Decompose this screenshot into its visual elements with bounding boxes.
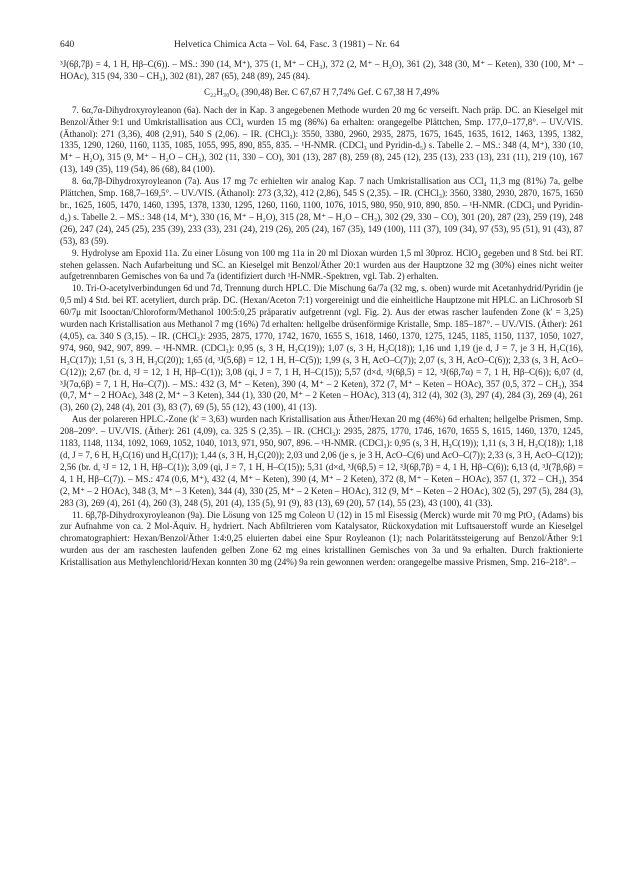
running-head: Helvetica Chimica Acta – Vol. 64, Fasc. 3 (1981) – Nr. 64 xyxy=(174,40,400,50)
section-11-paragraph: 11. 6β,7β-Dihydroxyroyleanon (9a). Die Lösung von 125 mg Coleon U (12) in 15 ml Eisessig (Merck) wurde mit 70 mg PtO₂ (Adams) bis zur Aufnahme von ca. 2 Mol-Äquiv. H₂ hydriert. Nach Abfiltrieren vom Katalysator, Rückoxydation mit Luftsauerstoff wurde an Kieselgel chromatographiert: Hexan/Benzol/Äther 1:4:0,25 eluierten dabei eine Spur Royleanon (1); nach Polaritätssteigerung auf Benzol/Äther 9:1 wurden aus der am raschesten laufenden gelben Zone 62 mg eines kristallinen Gemisches von 3a und 9a erhalten. Durch fraktionierte Kristallisation aus Methylenchlorid/Hexan konnten 30 mg (24%) 9a rein gewonnen werden: orangegelbe massive Prismen, Smp. 216–218°. – xyxy=(60,509,583,568)
page-header xyxy=(60,38,580,52)
section-10-paragraph: 10. Tri-O-acetylverbindungen 6d und 7d, Trennung durch HPLC. Die Mischung 6a/7a (32 mg, s. oben) wurde mit Acetanhydrid/Pyridin (je 0,5 ml) 4 Std. bei RT. acetyliert, durch präp. DC. (Hexan/Aceton 7:1) vorgereinigt und die einheitliche Hauptzone mit HPLC. an LiChrosorb SI 60/7μ mit Isooctan/Chloroform/Methanol 100:5:0,25 präparativ aufgetrennt (vgl. Fig. 2). Aus der etwas rascher laufenden Zone (k' = 3,25) wurden nach Kristallisation aus Methanol 7 mg (16%) 7d erhalten: hellgelbe drüsenförmige Kristalle, Smp. 185–187°. – UV./VIS. (Äther): 261 (4,05), ca. 340 S (3,15). – IR. (CHCl₃): 2935, 2875, 1770, 1742, 1670, 1655 S, 1618, 1460, 1370, 1275, 1245, 1185, 1150, 1137, 1050, 1027, 974, 960, 942, 907, 899. – ¹H-NMR. (CDCl₃): 0,95 (s, 3 H, H₃C(19)); 1,07 (s, 3 H, H₃C(18)); 1,16 und 1,19 (je d, J = 7, je 3 H, H₃C(16), H₃C(17)); 1,51 (s, 3 H, H₃C(20)); 1,65 (d, ³J(5,6β) = 12, 1 H, H–C(5)); 1,99 (s, 3 H, AcO–C(7)); 2,07 (s, 3 H, AcO–C(6)); 2,33 (s, 3 H, AcO–C(12)); 2,67 (br. d, ²J = 12, 1 H, Hβ–C(1)); 3,08 (qi, J = 7, 1 H, H–C(15)); 5,57 (d×d, ³J(6β,5) = 12, ³J(6β,7α) = 7, 1 H, Hβ–C(6)); 6,07 (d, ³J(7α,6β) = 7, 1 H, Hα–C(7)). – MS.: 432 (3, M⁺ – Keten), 390 (4, M⁺ – 2 Keten), 372 (7, M⁺ – Keten – HOAc), 357 (0,5, 372 – CH₃), 354 (0,7, M⁺ – 2 HOAc), 348 (2, M⁺ – 3 Keten), 344 (1), 330 (20, M⁺ – 2 Keten – HOAc), 313 (4), 312 (4), 302 (3), 297 (4), 284 (3), 269 (4), 261 (3), 260 (2), 248 (4), 201 (3), 83 (7), 69 (5), 55 (12), 43 (100), 41 (13). xyxy=(60,283,583,413)
section-9-paragraph: 9. Hydrolyse am Epoxid 11a. Zu einer Lösung von 100 mg 11a in 20 ml Dioxan wurden 1,5 ml 30proz. HClO₄ gegeben und 8 Std. bei RT. stehen gelassen. Nach Aufarbeitung und SC. an Kieselgel mit Benzol/Äther 20:1 wurden aus der Hauptzone 32 mg (30%) eines nicht weiter aufgetrennbaren Gemisches von 6a und 7a (identifiziert durch ¹H-NMR.-Spektren, vgl. Tab. 2) erhalten. xyxy=(60,247,583,282)
elemental-analysis: C₂₂H₃₀O₆ (390,48) Ber. C 67,67 H 7,74% Gef. C 67,38 H 7,49% xyxy=(203,86,440,97)
section-7-paragraph: 7. 6α,7α-Dihydroxyroyleanon (6a). Nach der in Kap. 3 angegebenen Methode wurden 20 mg 6c verseift. Nach präp. DC. an Kieselgel mit Benzol/Äther 9:1 und Umkristallisation aus CCl₄ wurden 15 mg (86%) 6a erhalten: orangegelbe Plättchen, Smp. 177,0–177,8°. – UV./VIS. (Äthanol): 271 (3,36), 408 (2,91), 540 S (2,06). – IR. (CHCl₃): 3550, 3380, 2960, 2935, 2875, 1675, 1645, 1635, 1612, 1463, 1395, 1382, 1335, 1290, 1260, 1160, 1135, 1085, 1055, 995, 890, 855, 835. – ¹H-NMR. (CDCl₃ und Pyridin-d₅) s. Tabelle 2. – MS.: 348 (4, M⁺), 330 (10, M⁺ – H₂O), 315 (9, M⁺ – H₂O – CH₃), 302 (11, 330 – CO), 301 (13), 287 (8), 259 (8), 245 (12), 235 (13), 233 (13), 231 (11), 219 (10), 167 (13), 149 (35), 119 (54), 86 (68), 84 (100). xyxy=(60,104,583,175)
section-10-continuation-paragraph: Aus der polareren HPLC.-Zone (k' = 3,63) wurden nach Kristallisation aus Äther/Hexan 20 mg (46%) 6d erhalten; hellgelbe Prismen, Smp. 208–209°. – UV./VIS. (Äther): 261 (4,09), ca. 325 S (2,35). – IR. (CHCl₃): 2935, 2875, 1770, 1746, 1670, 1655 S, 1615, 1460, 1370, 1245, 1183, 1148, 1134, 1092, 1069, 1052, 1040, 1013, 971, 950, 907, 896. – ¹H-NMR. (CDCl₃): 0,95 (s, 3 H, H₃C(19)); 1,11 (s, 3 H, H₃C(18)); 1,18 (d, J = 7, 6 H, H₃C(16) und H₃C(17)); 1,44 (s, 3 H, H₃C(20)); 2,03 und 2,06 (je s, je 3 H, AcO–C(6) und AcO–C(7)); 2,33 (s, 3 H, AcO–C(12)); 2,56 (br. d, ²J = 12, 1 H, Hβ–C(1)); 3,09 (qi, J = 7, 1 H, H–C(15)); 5,31 (d×d, ³J(6β,5) = 12, ³J(6β,7β) = 4, 1 H, Hβ–C(6)); 6,13 (d, ³J(7β,6β) = 4, 1 H, Hβ–C(7)). – MS.: 474 (0,6, M⁺), 432 (4, M⁺ – Keten), 390 (4, M⁺ – 2 Keten), 372 (8, M⁺ – Keten – HOAc), 357 (1, 372 – CH₃), 354 (2, M⁺ – 2 HOAc), 348 (3, M⁺ – 3 Keten), 344 (4), 330 (25, M⁺ – 2 Keten – HOAc), 312 (9, M⁺ – Keten – 2 HOAc), 302 (5), 297 (5), 284 (3), 283 (3), 269 (4), 261 (4), 260 (3), 248 (5), 201 (4), 135 (5), 91 (9), 83 (13), 69 (20), 57 (14), 55 (23), 43 (100), 41 (33). xyxy=(60,414,583,508)
article-body xyxy=(60,59,583,569)
section-8-paragraph: 8. 6α,7β-Dihydroxyroyleanon (7a). Aus 17 mg 7c erhielten wir analog Kap. 7 nach Umkristallisation aus CCl₄ 11,3 mg (81%) 7a, gelbe Plättchen, Smp. 168,7–169,5°. – UV./VIS. (Äthanol): 273 (3,32), 412 (2,86), 545 S (2,35). – IR. (CHCl₃): 3560, 3380, 2930, 2870, 1675, 1650 br., 1625, 1605, 1470, 1460, 1395, 1378, 1330, 1295, 1260, 1160, 1100, 1076, 1015, 980, 950, 910, 890, 850. – ¹H-NMR. (CDCl₃ und Pyridin-d₅) s. Tabelle 2. – MS.: 348 (14, M⁺), 330 (16, M⁺ – H₂O), 315 (28, M⁺ – H₂O – CH₃), 302 (29, 330 – CO), 301 (20), 287 (23), 259 (19), 248 (26), 247 (24), 245 (25), 235 (39), 233 (33), 231 (24), 219 (26), 205 (24), 167 (35), 149 (100), 111 (37), 109 (34), 97 (53), 95 (51), 91 (43), 87 (53), 83 (59). xyxy=(60,176,583,246)
page-number: 640 xyxy=(60,40,75,50)
continuation-paragraph: ³J(6β,7β) = 4, 1 H, Hβ–C(6)). – MS.: 390 (14, M⁺), 375 (1, M⁺ – CH₃), 372 (2, M⁺ – H₂O), 361 (2), 348 (30, M⁺ – Keten), 330 (100, M⁺ – HOAc), 315 (94, 330 – CH₃), 302 (81), 287 (65), 248 (89), 245 (84). xyxy=(60,59,583,81)
